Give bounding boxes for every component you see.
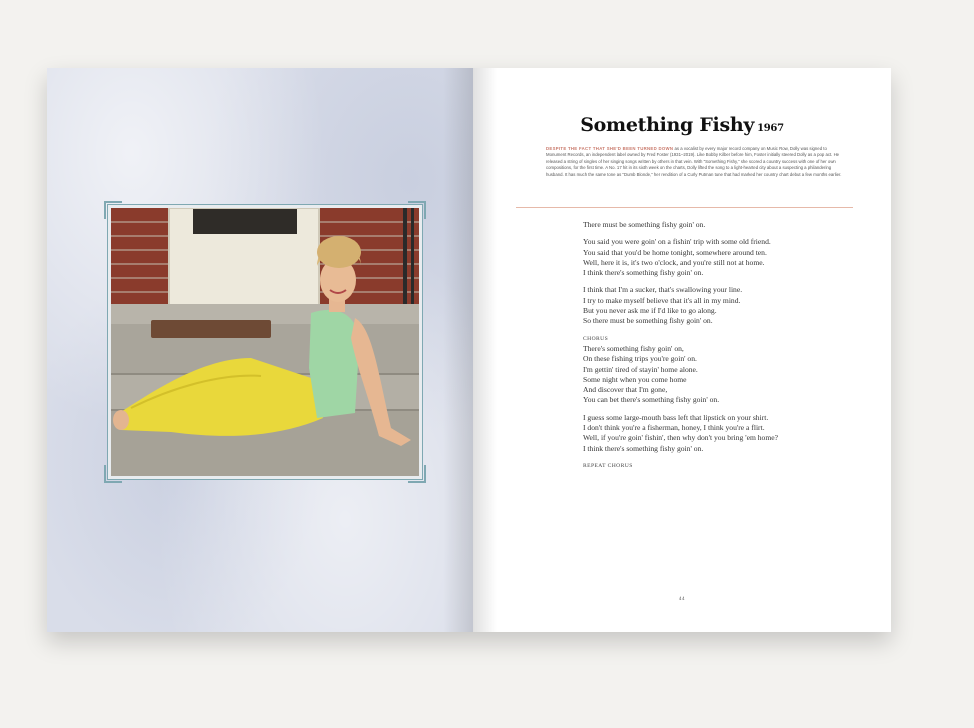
lyric-stanza <box>583 237 883 278</box>
lyric-line: There's something fishy goin' on, <box>583 343 684 353</box>
lyric-line: So there must be something fishy goin' on. <box>583 316 713 326</box>
song-title <box>473 114 891 136</box>
lyric-line: There must be something fishy goin' on. <box>583 220 706 229</box>
song-title-text: Something Fishy <box>580 114 755 136</box>
lyric-line: I'm gettin' tired of stayin' home alone. <box>583 364 698 374</box>
lyric-line: I try to make myself believe that it's all in my mind. <box>583 295 741 305</box>
lyric-stanza <box>583 285 883 326</box>
lyric-line: Well, if you're goin' fishin', then why don't you bring 'em home? <box>583 433 778 443</box>
lyric-line: Well, here it is, it's two o'clock, and you're still not at home. <box>583 257 765 267</box>
lyric-line: I guess some large-mouth bass left that lipstick on your shirt. <box>583 412 769 422</box>
lyric-line: You said that you'd be home tonight, somewhere around ten. <box>583 247 767 257</box>
lyric-line: On these fishing trips you're goin' on. <box>583 354 697 364</box>
lyric-line: You said you were goin' on a fishin' trip with some old friend. <box>583 237 771 247</box>
left-page <box>47 68 473 632</box>
lyric-line: You can bet there's something fishy goin' on. <box>583 395 720 405</box>
open-book <box>47 68 891 632</box>
lyric-line: I think that I'm a sucker, that's swallowing your line. <box>583 285 743 295</box>
page-number: 44 <box>678 597 686 602</box>
lyric-line: I think there's something fishy goin' on. <box>583 443 704 453</box>
lyric-line: And discover that I'm gone, <box>583 385 668 395</box>
lyrics <box>583 220 883 478</box>
photo-frame <box>107 204 423 480</box>
intro-paragraph <box>546 146 848 178</box>
lyric-line: I don't think you're a fisherman, honey, I think you're a flirt. <box>583 423 765 433</box>
intro-lead: DESPITE THE FACT THAT SHE'D BEEN TURNED DOWN <box>546 146 674 151</box>
lyric-line: Some night when you come home <box>583 374 687 384</box>
lyric-stanza <box>583 334 883 406</box>
lyric-line: But you never ask me if I'd like to go along. <box>583 306 717 316</box>
song-year: 1967 <box>757 123 784 134</box>
right-page <box>473 68 891 632</box>
lyric-line: I think there's something fishy goin' on. <box>583 268 704 278</box>
photo-woman-on-steps <box>111 208 419 476</box>
divider-rule <box>516 207 853 208</box>
stanza-label: REPEAT CHORUS <box>583 462 633 469</box>
lyric-stanza <box>583 461 883 471</box>
intro-body: as a vocalist by every major record company on Music Row, Dolly was signed to Monument Records, an independent label owned by Fred Foster (1931–2019). Like Bobby Kilber before him, Foster initially steered Dolly as a pop act. He released a string of singles of her singing songs written by others in that vein. With "Something Fishy," she scored a country success with one of her own compositions, for the first time. A No. 17 hit in its sixth week on the charts, Dolly lifted the song to a light-hearted city about a suspecting a philandering husband. It has much the same tone as "Dumb Blonde," her rendition of a Curly Putman tune that had marked her country chart debut a few months earlier. <box>546 146 842 177</box>
lyric-stanza <box>583 413 883 454</box>
stanza-label: CHORUS <box>583 335 609 342</box>
lyric-stanza <box>583 220 883 230</box>
